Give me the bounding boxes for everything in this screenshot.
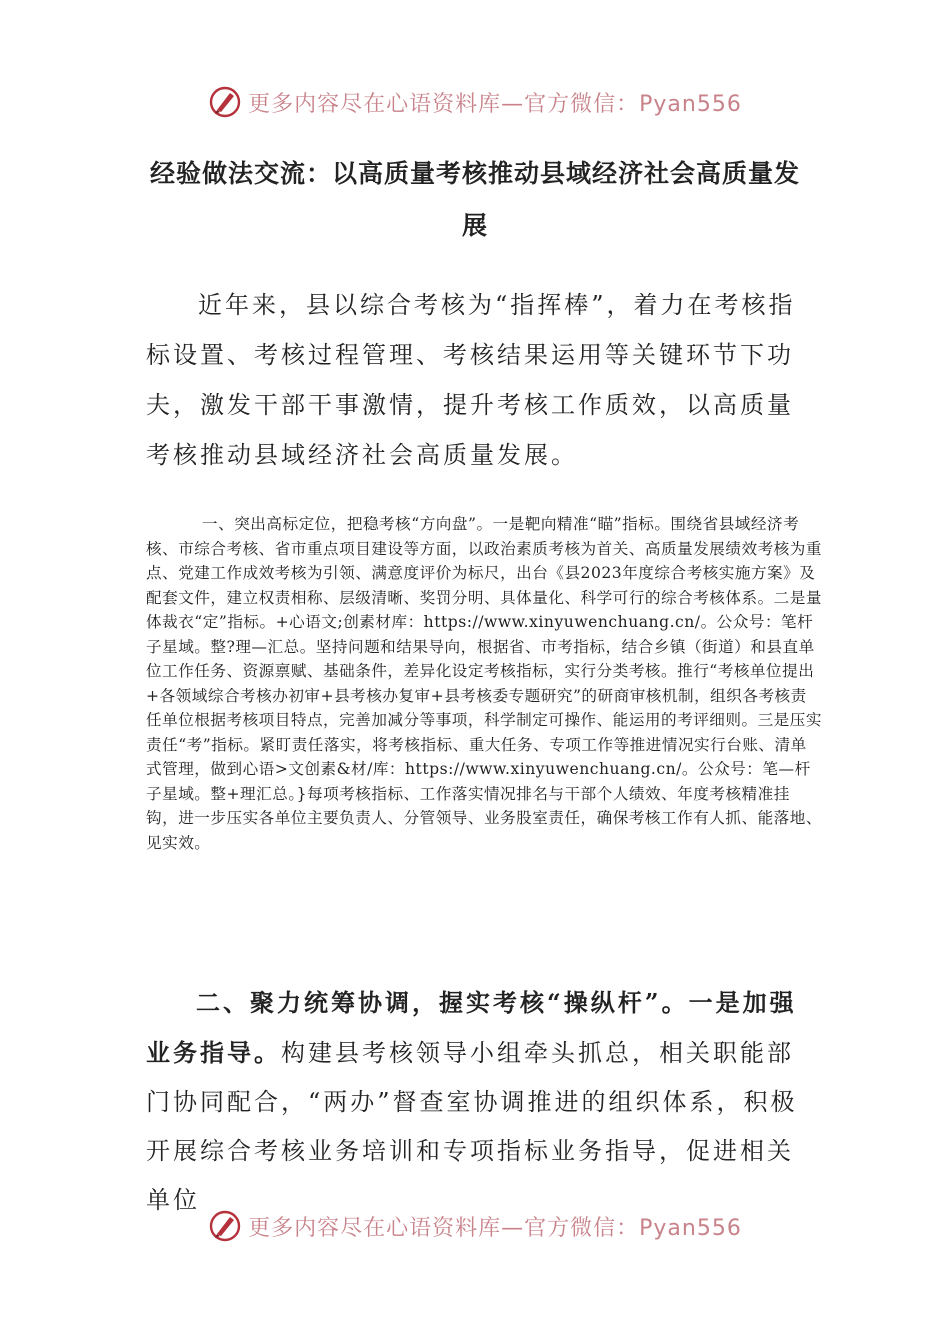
section2-body: 构建县考核领导小组牵头抓总，相关职能部门协同配合，“两办”督查室协调推进的组织体系，积极开展综合考核业务培训和专项指标业务指导，促进相关单位 <box>146 1039 798 1214</box>
document-title: 经验做法交流：以高质量考核推动县域经济社会高质量发展 <box>150 159 801 240</box>
section1-paragraph: 一、突出高标定位，把稳考核“方向盘”。一是靶向精准“瞄”指标。围绕省县域经济考核、市综合考核、省市重点项目建设等方面，以政治素质考核为首关、高质量发展绩效考核为重点、党建工作成效考核为引领、满意度评价为标尺，出台《县2023年度综合考核实施方案》及配套文件，建立权责相称、层级清晰、奖罚分明、具体量化、科学可行的综合考核体系。二是量体裁衣“定”指标。+心语文;创素材库：https://www.xinyuwenchuang.cn/。公众号：笔杆子星域。整?理—汇总。坚持问题和结果导向，根据省、市考指标，结合乡镇（街道）和县直单位工作任务、资源禀赋、基础条件，差异化设定考核指标，实行分类考核。推行“考核单位提出+各领域综合考核办初审+县考核办复审+县考核委专题研究”的研商审核机制，组织各考核责任单位根据考核项目特点，完善加减分等事项，科学制定可操作、能运用的考评细则。三是压实责任“考”指标。紧盯责任落实，将考核指标、重大任务、专项工作等推进情况实行台账、清单式管理，做到心语>文创素&材/库：https://www.xinyuwenchuang.cn/。公众号：笔—杆子星域。整+理汇总。}每项考核指标、工作落实情况排名与干部个人绩效、年度考核精准挂钩，进一步压实各单位主要负责人、分管领导、业务股室责任，确保考核工作有人抓、能落地、见实效。 <box>146 515 822 852</box>
banner-text: 更多内容尽在心语资料库—官方微信：Pyan556 <box>248 1215 742 1241</box>
header-banner <box>0 82 950 122</box>
pen-logo-icon <box>208 85 242 119</box>
banner-text: 更多内容尽在心语资料库—官方微信：Pyan556 <box>248 91 742 117</box>
section2-paragraph <box>146 978 806 1225</box>
lead-paragraph: 近年来，县以综合考核为“指挥棒”，着力在考核指标设置、考核过程管理、考核结果运用等关键环节下功夫，激发干部干事激情，提升考核工作质效，以高质量考核推动县域经济社会高质量发展。 <box>146 291 796 469</box>
footer-banner <box>0 1206 950 1246</box>
section2-heading: 二、聚力统筹协调，握实考核“操纵杆”。一是加强业务指导。 <box>146 988 797 1067</box>
pen-logo-icon <box>208 1209 242 1243</box>
